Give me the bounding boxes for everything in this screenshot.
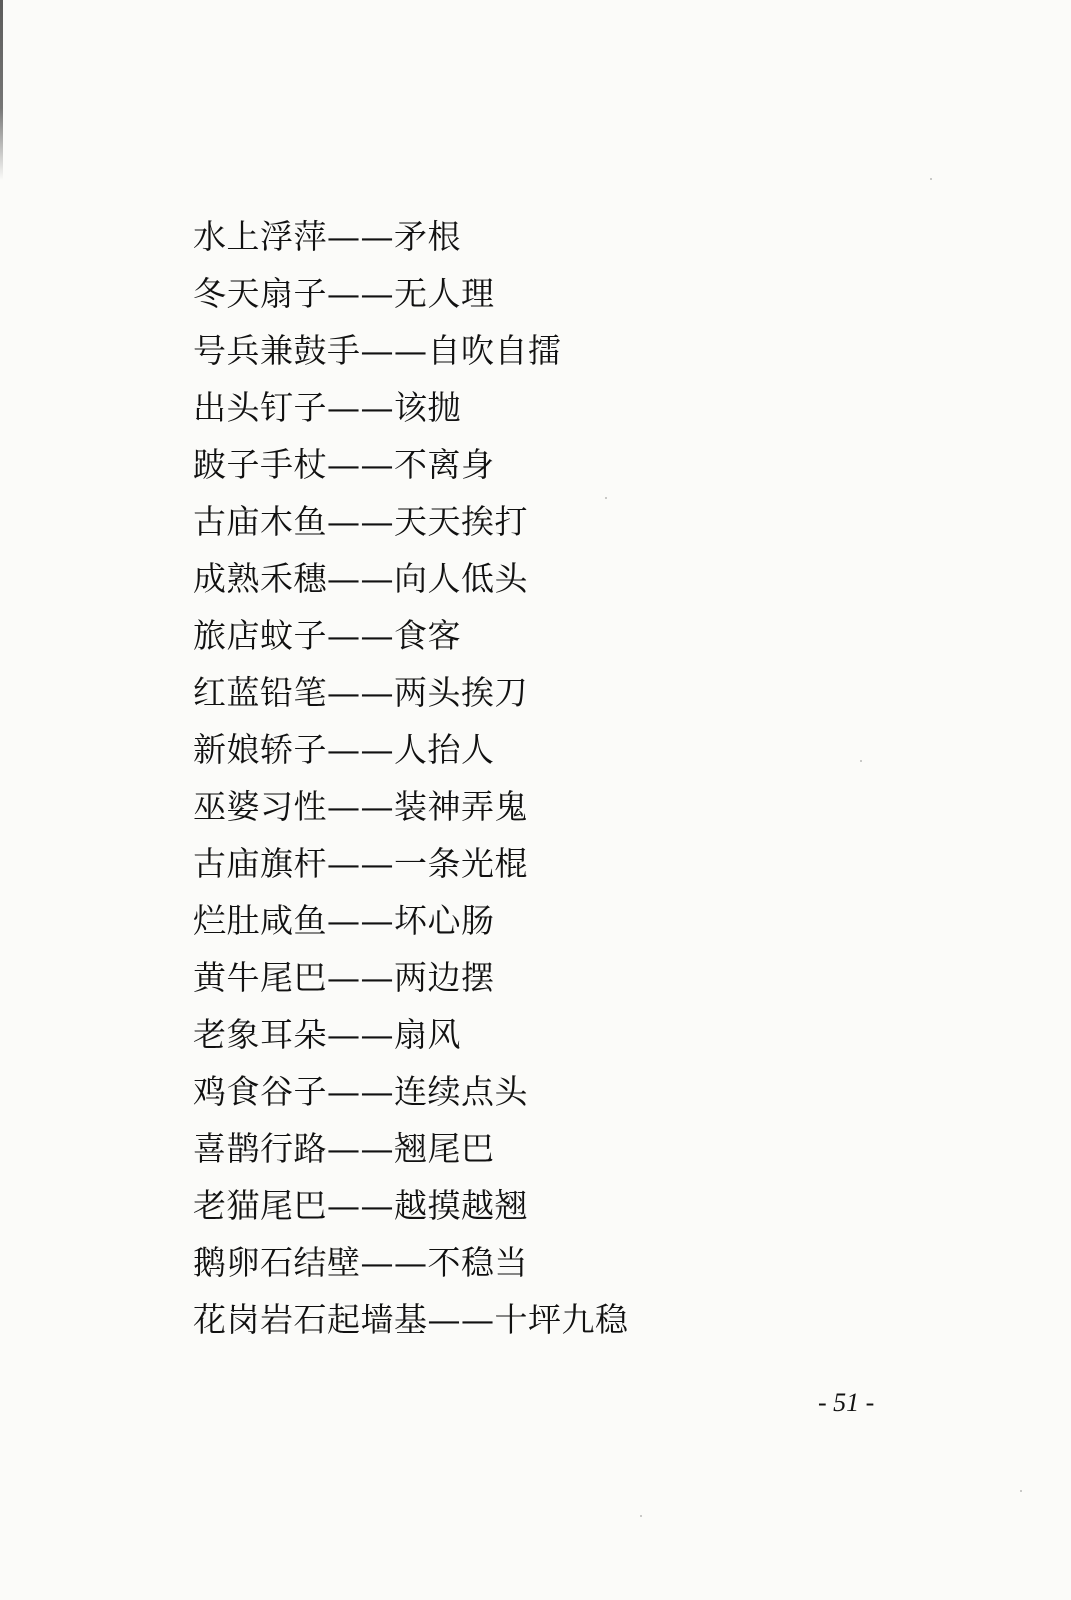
proverb-line: 水上浮萍——矛根 bbox=[193, 217, 461, 256]
proverb-line: 喜鹊行路——翘尾巴 bbox=[193, 1129, 495, 1168]
proverb-list bbox=[193, 208, 893, 1348]
proverb-line: 号兵兼鼓手——自吹自擂 bbox=[193, 331, 562, 370]
paper-speck bbox=[930, 178, 932, 180]
proverb-line: 鸡食谷子——连续点头 bbox=[193, 1072, 528, 1111]
proverb-line: 花岗岩石起墙基——十坪九稳 bbox=[193, 1300, 629, 1339]
paper-speck bbox=[1020, 1490, 1022, 1492]
proverb-line: 古庙木鱼——天天挨打 bbox=[193, 502, 528, 541]
page-number: - 51 - bbox=[818, 1388, 875, 1417]
proverb-line: 烂肚咸鱼——坏心肠 bbox=[193, 901, 495, 940]
proverb-line: 成熟禾穗——向人低头 bbox=[193, 559, 528, 598]
proverb-line: 巫婆习性——装神弄鬼 bbox=[193, 787, 528, 826]
proverb-line: 老猫尾巴——越摸越翘 bbox=[193, 1186, 528, 1225]
proverb-line: 老象耳朵——扇风 bbox=[193, 1015, 461, 1054]
proverb-line: 古庙旗杆——一条光棍 bbox=[193, 844, 528, 883]
paper-speck bbox=[640, 1515, 642, 1517]
proverb-line: 鹅卵石结壁——不稳当 bbox=[193, 1243, 528, 1282]
page-binding-edge bbox=[0, 0, 3, 180]
proverb-line: 黄牛尾巴——两边摆 bbox=[193, 958, 495, 997]
proverb-line: 旅店蚊子——食客 bbox=[193, 616, 461, 655]
proverb-line: 新娘轿子——人抬人 bbox=[193, 730, 495, 769]
paper-speck bbox=[605, 497, 607, 499]
proverb-line: 红蓝铅笔——两头挨刀 bbox=[193, 673, 528, 712]
proverb-line: 出头钉子——该抛 bbox=[193, 388, 461, 427]
paper-speck bbox=[860, 760, 862, 762]
proverb-line: 冬天扇子——无人理 bbox=[193, 274, 495, 313]
proverb-line: 跛子手杖——不离身 bbox=[193, 445, 495, 484]
